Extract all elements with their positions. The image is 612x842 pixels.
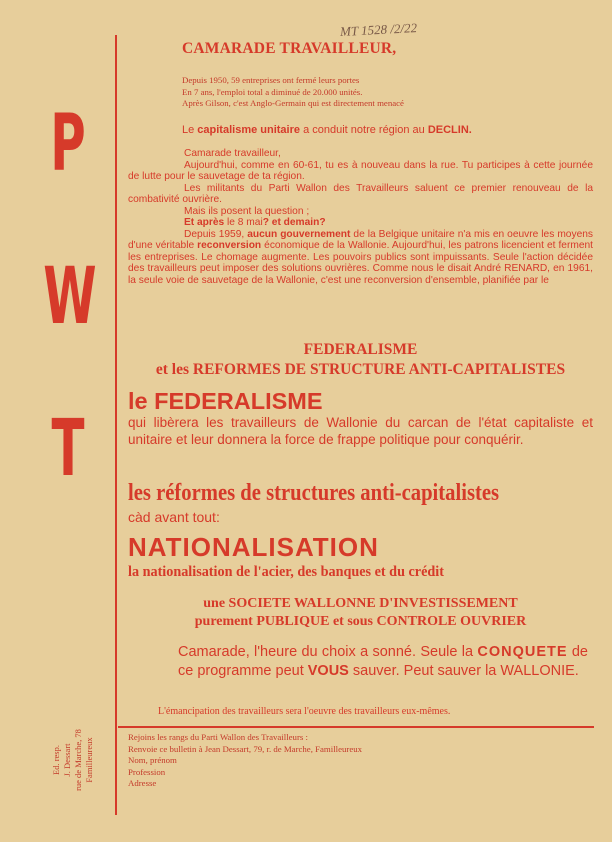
declin-text: Le [182, 124, 198, 136]
call-to-action [178, 643, 588, 680]
fact-line: En 7 ans, l'emploi total a diminué de 20.000 unités. [182, 86, 363, 97]
societe-heading [128, 595, 593, 630]
question [128, 217, 593, 229]
editor-line: Familleureux [84, 737, 94, 783]
logo-letter-w: W [43, 252, 97, 342]
editor-imprint [51, 685, 95, 835]
reformes-subtitle: càd avant tout: [128, 509, 220, 525]
form-field-name: Nom, prénom [128, 755, 177, 765]
declin-text: a conduit notre région au [300, 124, 428, 136]
body-paragraph: Aujourd'hui, comme en 60-61, tu es à nouveau dans la rue. Tu participes à cette journée de lutte pour le sauvetage de ta région. [128, 159, 593, 182]
form-field-address: Adresse [128, 778, 157, 788]
text-run: Camarade, l'heure du choix a sonné. Seule la [178, 644, 478, 660]
form-line: Renvoie ce bulletin à Jean Dessart, 79, r. de Marche, Familleureux [128, 743, 363, 754]
reformes-title: les réformes de structures anti-capitalistes [128, 480, 500, 506]
page-title: CAMARADE TRAVAILLEUR, [182, 40, 397, 57]
text-emphasis: aucun gouvernement [247, 228, 351, 240]
vertical-rule [115, 35, 117, 815]
question-part: Et après [184, 217, 225, 228]
federalisme-heading [128, 340, 593, 380]
membership-form [128, 732, 593, 790]
body-paragraph [128, 229, 593, 287]
declin-emphasis: DECLIN. [427, 124, 472, 136]
editor-line: Ed. resp. [51, 745, 61, 775]
form-field-profession: Profession [128, 766, 166, 777]
heading-line: purement PUBLIQUE et sous CONTROLE OUVRIER [194, 613, 527, 629]
federalisme-title: le FEDERALISME [128, 388, 323, 414]
declin-statement [182, 124, 612, 136]
declin-emphasis: capitalisme unitaire [197, 124, 301, 136]
body-text [128, 148, 593, 286]
facts-block [182, 75, 612, 110]
text-run: de ce programme peut [178, 644, 588, 679]
logo-letter-t: T [51, 404, 85, 494]
body-paragraph: Mais ils posent la question ; [184, 205, 310, 217]
nationalisation-title: NATIONALISATION [128, 532, 379, 562]
text-run: économique de la Wallonie. Aujourd'hui, les patrons licencient et ferment les entreprises. Le chomage augmente. Les pouvoirs publics sont impuissants. Seule l'action décidée des travailleurs peut imposer des solutions ouvrières. Comme nous le disait André RENARD, en 1961, la seule voie de sauvetage de la Wallonie, c'est une reconversion d'ensemble, planifiée par le [128, 240, 593, 286]
emancipation-motto: L'émancipation des travailleurs sera l'oeuvre des travailleurs eux-mêmes. [158, 706, 451, 717]
fact-line: Depuis 1950, 59 entreprises ont fermé leurs portes [182, 75, 360, 85]
question-part: le 8 mai [224, 217, 263, 228]
heading-line: une SOCIETE WALLONNE D'INVESTISSEMENT [203, 596, 518, 611]
salutation: Camarade travailleur, [184, 148, 281, 159]
nationalisation-subtitle: la nationalisation de l'acier, des banques et du crédit [128, 564, 444, 580]
text-run: sauver. Peut sauver la WALLONIE. [348, 662, 579, 679]
logo-letter-p: P [50, 99, 86, 189]
heading-line: et les REFORMES DE STRUCTURE ANTI-CAPITALISTES [155, 361, 566, 378]
editor-line: rue de Marche, 78 [73, 729, 83, 791]
fact-line: Après Gilson, c'est Anglo-Germain qui est directement menacé [182, 98, 404, 108]
heading-line: FEDERALISME [303, 341, 418, 358]
text-emphasis: VOUS [307, 662, 349, 679]
body-paragraph: Les militants du Parti Wallon des Travailleurs saluent ce premier renouveau de la combativité ouvrière. [128, 182, 593, 205]
editor-line: J. Dessart [62, 743, 72, 777]
text-emphasis: CONQUETE [477, 644, 568, 660]
archive-note: MT 1528 /2/22 [339, 19, 418, 40]
text-emphasis: reconversion [197, 240, 262, 251]
text-run: Depuis 1959, [184, 228, 248, 240]
divider [118, 726, 594, 728]
question-part: ? et demain? [262, 217, 326, 228]
federalisme-text: qui libèrera les travailleurs de Wallonie du carcan de l'état capitaliste et unitaire et leur donnera la force de frappe politique pour conquérir. [128, 415, 593, 448]
text-run: de la Belgique unitaire n'a mis en oeuvre les moyens d'une véritable [128, 228, 593, 251]
form-line: Rejoins les rangs du Parti Wallon des Travailleurs : [128, 732, 308, 742]
